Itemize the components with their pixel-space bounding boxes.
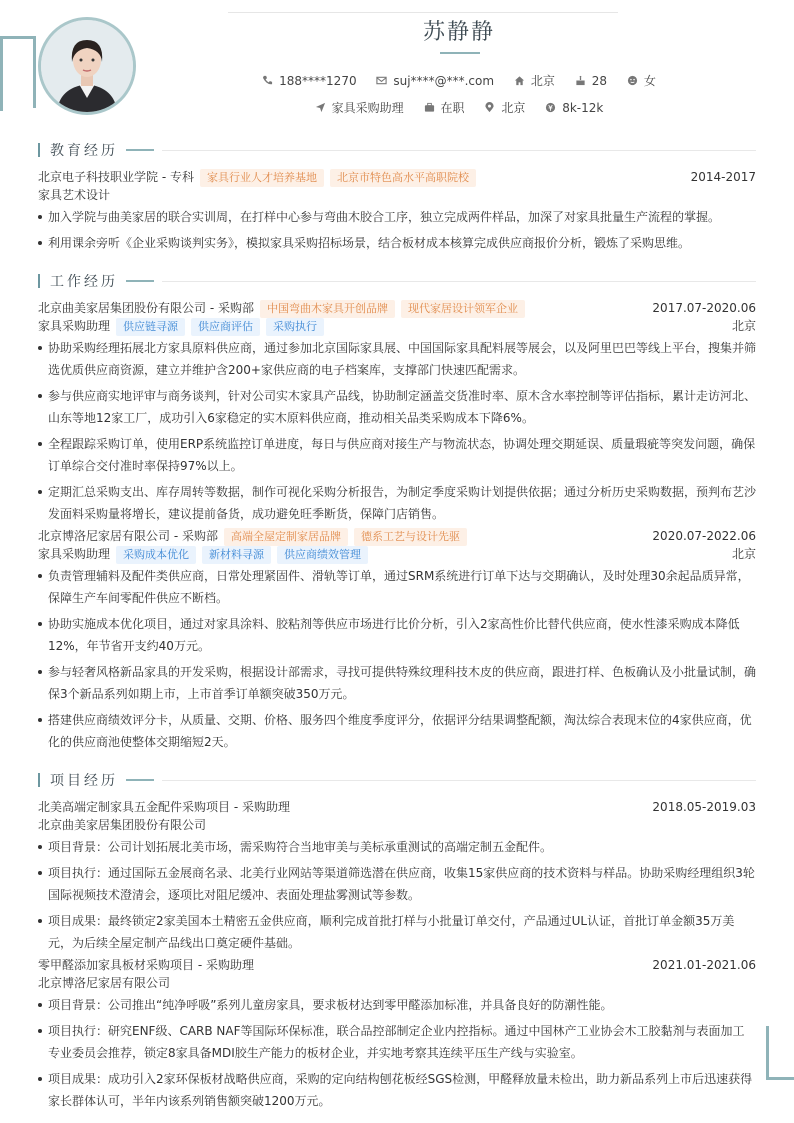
home-icon [514,75,525,86]
role-tag: 采购成本优化 [116,546,196,564]
work-role-row [38,545,756,563]
work-company-row [38,527,756,545]
list-item: 项目背景：公司推出“纯净呼吸”系列儿童房家具，要求板材达到零甲醛添加标准，并具备良好的防潮性能。 [38,994,756,1016]
section-header [38,768,756,792]
status-info: 在职 [424,99,465,116]
education-school-row [38,168,756,186]
education-period: 2014-2017 [690,170,756,184]
school-tag: 家具行业人才培养基地 [200,169,324,187]
project-title-row [38,798,756,816]
list-item: 协助实施成本优化项目，通过对家具涂料、胶粘剂等供应市场进行比价分析，引入2家高性价比替代供应商，使水性漆采购成本降低12%，年节省开支约40万元。 [38,613,756,657]
company-name: 北京博洛尼家居有限公司 - 采购部 [38,529,218,543]
role-tag: 供应链寻源 [116,318,185,336]
list-item: 项目背景：公司计划拓展北美市场，需采购符合当地审美与美标承重测试的高端定制五金配件。 [38,836,756,858]
role-name: 家具采购助理 [38,547,111,561]
phone-icon [262,75,273,86]
list-item: 项目执行：研究ENF级、CARB NAF等国际环保标准，联合品控部制定企业内控指标。通过中国林产工业协会木工胶黏剂与表面加工专业委员会推荐，锁定8家具备MDI胶生产能力的板材企业，并实地考察其连续平压生产线与实验室。 [38,1020,756,1064]
project-period: 2021.01-2021.06 [652,958,756,972]
project-org: 北京曲美家居集团股份有限公司 [38,818,207,832]
section-header [38,138,756,162]
face-icon [627,75,638,86]
role-tag: 新材料寻源 [202,546,271,564]
list-item: 项目执行：通过国际五金展商名录、北美行业网站等渠道筛选潜在供应商，收集15家供应商的技术资料与样品。协助采购经理组织3轮国际视频技术澄清会，逐项比对阻尼缓冲、表面处理盐雾测试等参数。 [38,862,756,906]
list-item: 搭建供应商绩效评分卡，从质量、交期、价格、服务四个维度季度评分，依据评分结果调整配额，淘汰综合表现末位的4家供应商，优化的供应商池使整体交期缩短2天。 [38,709,756,753]
list-item: 协助采购经理拓展北方家具原料供应商，通过参加北京国际家具展、中国国际家具配料展等展会，以及阿里巴巴等线上平台，搜集并筛选优质供应商资源，建立并维护含200+家供应商的电子档案库，支撑部门快速匹配需求。 [38,337,756,381]
work-company-row [38,299,756,317]
list-item: 利用课余旁听《企业采购谈判实务》，模拟家具采购招标场景，结合板材成本核算完成供应商报价分析，锻炼了采购思维。 [38,232,756,254]
section-title: 工作经历 [50,274,118,290]
role-tag: 供应商评估 [191,318,260,336]
list-item: 加入学院与曲美家居的联合实训周，在打样中心参与弯曲木胶合工序，独立完成两件样品，加深了对家具批量生产流程的掌握。 [38,206,756,228]
list-item: 项目成果：最终锁定2家美国本土精密五金供应商，顺利完成首批打样与小批量订单交付，产品通过UL认证，首批订单金额35万美元，为后续全屋定制产品线出口奠定硬件基础。 [38,910,756,954]
work-period: 2020.07-2022.06 [652,529,756,543]
work-period: 2017.07-2020.06 [652,301,756,315]
section-title: 教育经历 [50,143,118,159]
salary-info: 8k-12k [545,101,603,115]
send-icon [315,102,326,113]
company-tag: 中国弯曲木家具开创品牌 [260,300,395,318]
top-divider [228,12,618,13]
project-name: 北美高端定制家具五金配件采购项目 - 采购助理 [38,800,290,814]
contact-info-row [0,72,794,89]
briefcase-icon [424,102,435,113]
age-info: 28 [575,74,607,88]
work-city: 北京 [731,319,756,333]
work-section [38,269,756,753]
mail-icon [376,75,387,86]
name-underline [440,52,480,54]
projects-section [38,768,756,1112]
work-role-row [38,317,756,335]
education-section [38,138,756,254]
job-intention-row [0,99,794,116]
company-name: 北京曲美家居集团股份有限公司 - 采购部 [38,301,254,315]
project-name: 零甲醛添加家具板材采购项目 - 采购助理 [38,958,254,972]
section-header [38,269,756,293]
email-info: suj****@***.com [376,74,494,88]
gender-info: 女 [627,72,656,89]
list-item: 参与轻奢风格新品家具的开发采购，根据设计部需求，寻找可提供特殊纹理科技木皮的供应商，跟进打样、色板确认及小批量试制，确保3个新品系列如期上市，上市首季订单额突破350万元。 [38,661,756,705]
project-title-row [38,956,756,974]
target-job-info: 家具采购助理 [315,99,404,116]
education-major: 家具艺术设计 [38,188,111,202]
school-tag: 北京市特色高水平高职院校 [330,169,476,187]
role-tag: 采购执行 [266,318,324,336]
section-title: 项目经历 [50,773,118,789]
role-name: 家具采购助理 [38,319,111,333]
role-tag: 供应商绩效管理 [277,546,368,564]
work-city: 北京 [731,547,756,561]
corner-decoration-bottom-right [766,1026,794,1080]
money-icon [545,102,556,113]
list-item: 定期汇总采购支出、库存周转等数据，制作可视化采购分析报告，为制定季度采购计划提供依据；通过分析历史采购数据，预判布艺沙发面料采购量将增长，建议提前备货，成功避免旺季断货，保障门店销售。 [38,481,756,525]
pin-icon [484,102,495,113]
list-item: 负责管理辅料及配件类供应商，日常处理紧固件、滑轨等订单，通过SRM系统进行订单下达与交期确认，及时处理30余起品质异常，保障生产车间零配件供应不断档。 [38,565,756,609]
school-name: 北京电子科技职业学院 - 专科 [38,170,194,184]
project-org: 北京博洛尼家居有限公司 [38,976,171,990]
location-info: 北京 [514,72,555,89]
list-item: 项目成果：成功引入2家环保板材战略供应商，采购的定向结构刨花板经SGS检测，甲醛释放量未检出，助力新品系列上市后迅速获得家长群体认可，半年内该系列销售额突破1200万元。 [38,1068,756,1112]
company-tag: 德系工艺与设计先驱 [354,528,467,546]
list-item: 全程跟踪采购订单，使用ERP系统监控订单进度，每日与供应商对接生产与物流状态，协调处理交期延误、质量瑕疵等突发问题，确保订单综合交付准时率保持97%以上。 [38,433,756,477]
cake-icon [575,75,586,86]
phone-info: 188****1270 [262,74,356,88]
list-item: 参与供应商实地评审与商务谈判，针对公司实木家具产品线，协助制定涵盖交货准时率、原木含水率控制等评估指标，累计走访河北、山东等地12家工厂，成功引入6家稳定的实木原料供应商，推动相关品类采购成本下降6%。 [38,385,756,429]
project-period: 2018.05-2019.03 [652,800,756,814]
candidate-name: 苏静静 [422,20,495,45]
company-tag: 高端全屋定制家居品牌 [224,528,348,546]
target-city-info: 北京 [484,99,525,116]
company-tag: 现代家居设计领军企业 [401,300,525,318]
